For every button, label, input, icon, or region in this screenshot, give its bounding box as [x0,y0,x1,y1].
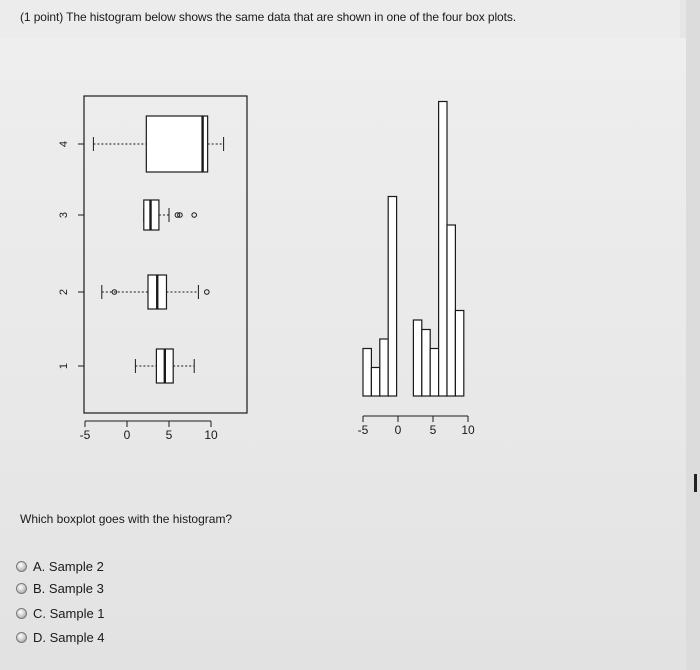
outlier-point [205,290,210,295]
histogram-bar [447,225,455,396]
hist-x-tick-label: 5 [429,423,437,437]
y-tick-label: 3 [57,211,70,219]
histogram-chart [358,102,475,438]
radio-button-icon[interactable] [16,632,27,643]
x-tick-label: 10 [204,428,218,442]
histogram-bar [455,311,463,397]
y-tick-label: 1 [57,362,70,370]
x-tick-label: 5 [165,428,173,442]
histogram-bar [430,349,438,397]
option-b[interactable] [16,579,104,597]
option-a-label: A. Sample 2 [33,558,104,574]
radio-button-icon[interactable] [16,583,27,594]
question-prompt: Which boxplot goes with the histogram? [20,512,233,526]
histogram-bar [363,349,371,397]
hist-x-tick-label: -5 [357,423,369,437]
option-c[interactable] [16,604,105,622]
y-tick-label: 4 [57,140,70,148]
hist-x-tick-label: 0 [394,423,402,437]
option-c-label: C. Sample 1 [33,605,105,621]
x-tick-label: 0 [123,428,131,442]
boxplot-chart [58,96,247,442]
radio-button-icon[interactable] [16,561,27,572]
histogram-bar [388,197,396,397]
histogram-bar [380,339,388,396]
box [146,116,207,172]
question-text: (1 point) The histogram below shows the same data that are shown in one of the four box plots. [20,10,517,24]
x-tick-label: -5 [79,428,91,442]
y-tick-label: 2 [57,288,70,296]
option-b-label: B. Sample 3 [33,580,104,596]
option-d-label: D. Sample 4 [33,629,105,645]
option-d[interactable] [16,628,105,646]
histogram-bar [422,330,430,397]
option-a[interactable] [16,557,104,575]
histogram-bar [371,368,379,397]
histogram-bar [413,320,421,396]
histogram-bar [439,102,447,397]
hist-x-tick-label: 10 [461,423,475,437]
outlier-point [192,213,197,218]
radio-button-icon[interactable] [16,608,27,619]
scrollbar-thumb[interactable] [694,474,697,492]
